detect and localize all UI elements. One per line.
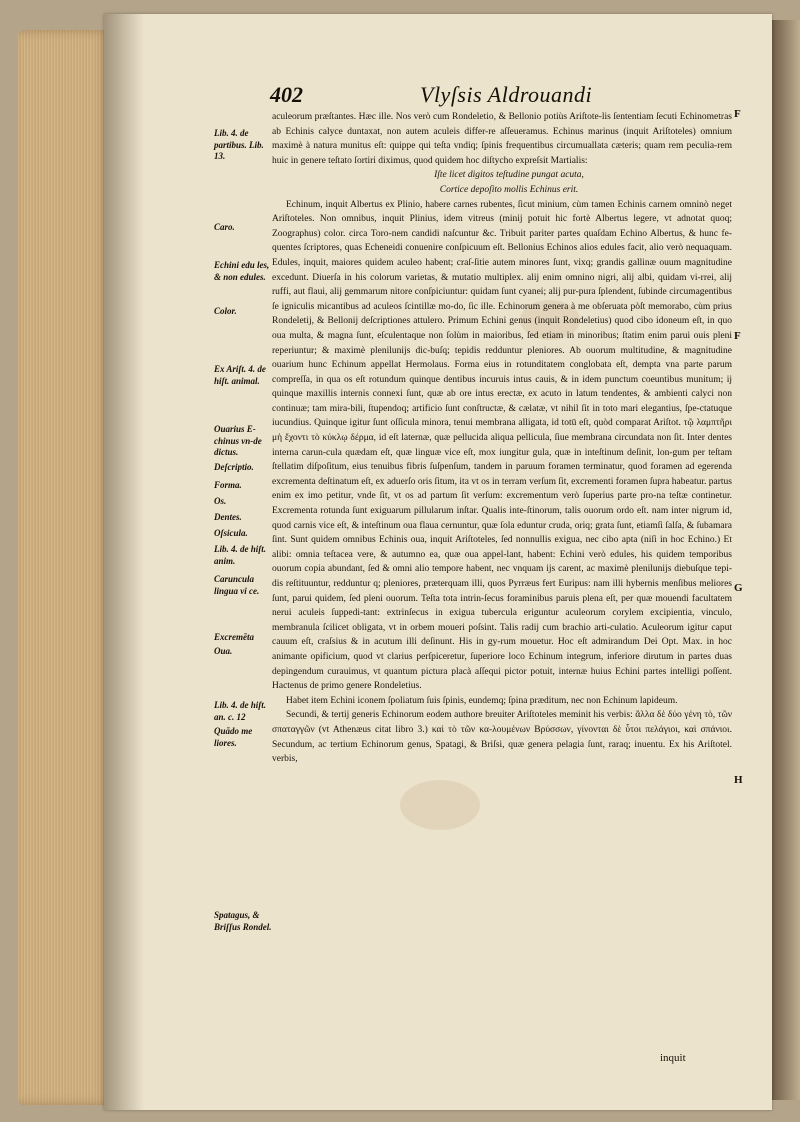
signature-letter: G [734, 582, 743, 594]
margin-note: Os. [214, 496, 227, 506]
page-number: 402 [270, 82, 303, 107]
verse-line: Iſte licet digitos teſtudine pungat acuta, [434, 170, 584, 181]
margin-note: Lib. 4. de hiſt. anim. [214, 544, 266, 566]
gutter-shadow [104, 14, 144, 1110]
margin-note: Color. [214, 306, 237, 316]
paragraph: aculeorum præſtantes. Hæc ille. Nos verò cum Rondeletio, & Bellonio potiùs Ariſtote-lis ſententiam ſecuti Echinometras ab Echinis calyce duntaxat, non autem aculeis differ-re aſſeueramus. Echinus marinus (inquit Ariſtoteles) omnium maximè à natura munitus eſt: quippe qui teſta vndiq; ſpinis frequentibus circumuallata cæteris; quam rem peculia-rem huic in genere teſtato ſortiri diximus, quod quidem hoc diſtycho expreſsit Martialis: [272, 112, 732, 166]
running-title: Vlyſsis Aldrouandi [420, 82, 593, 107]
signature-letter: F [734, 108, 741, 120]
signature-letter: H [734, 774, 743, 786]
signature-letter: F [734, 330, 741, 342]
catchword: inquit [660, 1052, 686, 1064]
margin-note: Excremēta [214, 632, 254, 642]
margin-note: Oſsicula. [214, 528, 248, 538]
page-header [270, 82, 720, 108]
margin-note: Forma. [214, 480, 242, 490]
margin-note: Ouarius E-chinus vn-de dictus. [214, 424, 262, 457]
margin-note: Ex Ariſt. 4. de hiſt. animal. [214, 364, 266, 386]
margin-note: Lib. 4. de hiſt. an. c. 12 [214, 700, 266, 722]
margin-note: Lib. 4. de partibus. Lib. 13. [214, 128, 264, 161]
margin-note: Quādo me liores. [214, 726, 253, 748]
paper-stain [400, 780, 480, 830]
paragraph: Secundi, & tertij generis Echinorum eodem authore breuiter Ariſtoteles meminit his verbis: ἄλλα δὲ δύο γένη τὸ, τῶν σπαταγγῶν (vt Athenæus citat libro 3.) καὶ τὸ τῶν κα-λουμένων Βρύσσων, γίνονται δὲ ὗτοι πελάγιοι, καὶ σπάνιοι. Secundum, ac tertium Echinorum genus, Spatagi, & Briſsi, quæ genera pelagia ſunt, raraq; inuentu. Ex his Ariſtotel. verbis, [272, 710, 732, 765]
margin-note: Caruncula lingua vi ce. [214, 574, 260, 596]
margin-note: Deſcriptio. [214, 462, 254, 472]
body-text [272, 110, 732, 767]
book-fore-edge [18, 30, 110, 1105]
next-page-edge [772, 20, 800, 1100]
margin-note: Caro. [214, 222, 235, 232]
verse-line: Cortice depoſito mollis Echinus erit. [439, 184, 579, 195]
margin-note: Echini edu les, & non edules. [214, 260, 270, 282]
paragraph: Habet item Echini iconem ſpoliatum ſuis ſpinis, eundemq; ſpina præditum, nec non Echinum lapideum. [286, 695, 678, 706]
margin-note: Dentes. [214, 512, 242, 522]
paragraph: Echinum, inquit Albertus ex Plinio, habere carnes rubentes, ſicut minium, cùm tamen Echinis carnem omninò neget Ariſtoteles. Non omnibus, inquit Plinius, idem vitreus (minij potuit hic fortè Albertus legere, vt adnotat quoq; Zoographus) color. circa Toro-nem candidi naſcuntur &c. Tribuit pariter partes quaſdam Echino Albertus, & hunc fe-quentes ſcriptores, quas Echeneidi conuenire conſpicuum eſt. Bellonius Echinos alios edules facit, alio verò nequaquam. Edules, inquit, maiores quidem aculeo habent; craſ-ſitie autem minores ſunt, vixq; grandis gallinæ ouum magnitudine excedunt. Diuerſa in his colorum varietas, & mutatio multiplex. alij enim omnino nigri, alij albi, quidam vi-rrei, alij ruffi, aut flaui, alij gemmarum nitore conſpiciuntur: quidam ſunt cyanei; alij pur-pura ſplendent, ſubinde circumagentibus ſe igniculis micantibus ad aculeos ſcintillæ mo-do, ſic ille. Echinorum genera à me obſeruata pòſt memorabo, cùm prius Rondeletij, & Bellonij deſcriptiones attulero. Primum Echini genus (inquit Rondeletius) quod cibo idoneum eſt, in quo oua multa, & magna ſunt, eſculentaque non ſolùm in maioribus, ſed etiam in minoribus; ſtatim enim parui ouis pleni reperiuntur; & maximè plenilunijs dic-buſq; tepidis redduntur pleniores. Ab ouorum multitudine, & magnitudine ouarium hunc Echinum appellat Hermolaus. Forma eius in rotunditatem conglobata eſt, dempta vna parte parum compreſſa, in qua os eſt rotundum quinque dentibus incuruis intus cauis, & in idem punctum coeuntibus munitum; ij quinque maxillis internis connexi ſunt, quæ ab ore intus erectæ, ex acuto in latum tendentes, & ambienti calyci non continuæ; tam mira-bili, ſtupendoq; artificio ſunt conſtructæ, & cælatæ, vt nihil ſit in toto mari elegantius, ſpe-ctatuque iucundius. Quinque igitur ſunt oſſicula minora, tenui membrana alligata, id totū eſt, quòd comparat Ariſtot. τῷ λαμπτῆρι μὴ ἔχοντι τὸ κύκλῳ δέρμα, id eſt laternæ, quæ pellucida aliqua pellicula, ſiue membrana circundata non ſit. Inter dentes interna carun-cula quædam eſt, quæ linguæ vice eſt, mox iungitur gula, quæ in inteſtinum deſinit, lon-gum per teſtam ſtellatim diſpoſitum, eius tenuibus fibris ſuſpenſum, tandem in paruum foramen terminatur, quod foramen ad egerenda excrementa deſtinatum eſt, ex aduerſo oris ſitum, ita vt os in terram verſum ſit, excrementi foramen ſupra habeatur. partus enim ex imo petitur, vnde ſit, vt os ad partum ſit verſum: excrementum verò ſuperius parte pro-na teſtæ continetur. Excrementa rotunda ſunt exiguarum pillularum inſtar. Qualis inte-ſtinorum, talis ouorum ordo eſt. nam inter nigrum id, quod carnis vice eſt, & inteſtinum oua flaua cernuntur, quæ ſola eduntur cruda, oriq; grata ſunt, etiamſi ſalſa, & ſubamara ſint. Sunt quidem omnibus Echinis oua, inquit Ariſtoteles, ſed nonnullis exigua, nec cibo apta (niſi in hoc Echino.) Et alibi: omnia teſtacea vere, & autumno ea, quæ oua appel-lant, habent: Echini verò edules, his quidem temporibus ouorum copia abundant, ſed & omni alio tempore habent, nec vnquam ijs carent, ac maximè plenilunijs diebuſque tepi-dis reſtituuntur, redduntur q; pleniores, præterquam illi, quos Pyrræus fert Euripus: nam illi hybernis menſibus meliores ſunt, parui quidem, ſed pleni ouorum. Teſta tota intrin-ſecus foraminibus paruis plena eſt, per quæ mouendi facultatem nerui aculeis ſuppedi-tant: extrinſecus in exigua tubercula eriguntur aculeorum corylem excipientia, vinculo, membranula ſcilicet obligata, vt in orbem moueri poſsint. Talis radij cum brachio arti-culatio. Aculeorum igitur caput cauum eſt, craſsius & in acutum illi deſinunt. His in gy-rum mouetur. Hoc eſt admirandum Dei Opt. Max. in hoc animante opificium, quod vt clarius perſpiceretur, ſuperiore loco Echinum integrum, inferiore dirutum in partes duas depingendum curauimus, vt quantum pictura placà aſſequi pictor potuit, internæ huius Echini partes intelligi poſſent. Hactenus de primo genere Rondeletius. [272, 199, 732, 692]
margin-note: Oua. [214, 646, 233, 656]
margin-note: Spatagus, & Briſſus Rondel. [214, 910, 272, 932]
